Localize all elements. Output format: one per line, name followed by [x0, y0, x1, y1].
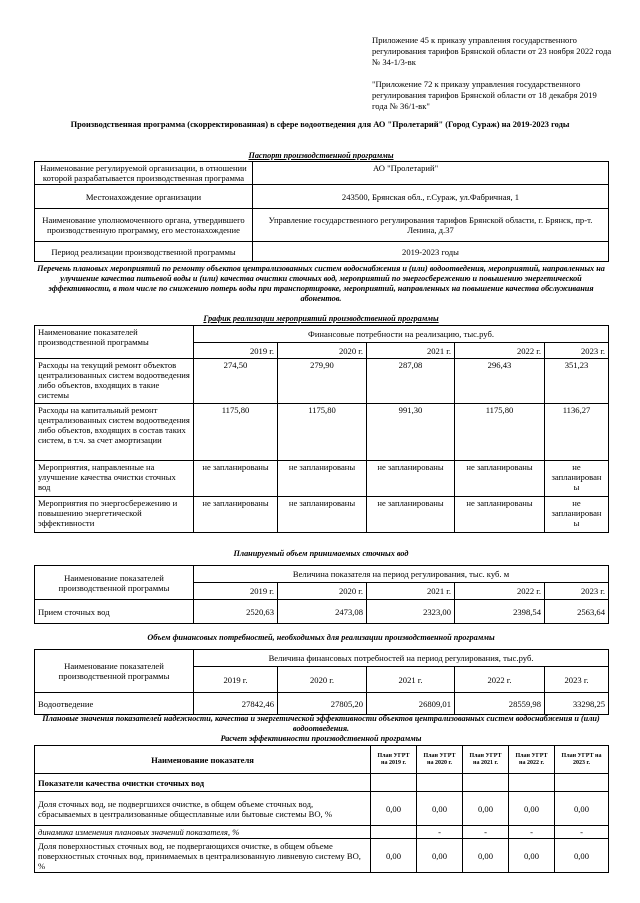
cell-value: 1136,27	[545, 404, 609, 461]
table-header-row	[35, 650, 609, 667]
passport-label: Наименование уполномоченного органа, утвердившего производственную программу, его местонахождение	[35, 209, 253, 242]
cell-value: 287,08	[367, 359, 455, 404]
year-header: 2019 г.	[194, 667, 278, 693]
row-label: динамика изменения плановых значений показателя, %	[35, 826, 371, 839]
plan-header: План УГРТ на 2022 г.	[509, 746, 555, 774]
passport-value: Управление государственного регулирования тарифов Брянской области, г. Брянск, пр-т. Ленина, д.37	[253, 209, 609, 242]
cell-value: не запланирован ы	[545, 461, 609, 497]
year-header: 2021 г.	[367, 583, 455, 600]
cell-value: -	[509, 826, 555, 839]
table-row	[35, 404, 609, 461]
cell-value: 0,00	[555, 839, 609, 873]
column-header-name: Наименование показателей производственной программы	[35, 650, 194, 693]
row-label: Доля поверхностных сточных вод, не подвергающихся очистке, в общем объеме поверхностных сточных вод, принимаемых в централизованную ливневую систему ВО, %	[35, 839, 371, 873]
cell-value: 0,00	[509, 792, 555, 826]
cell-value: 2473,08	[278, 600, 367, 624]
row-label: Водоотведение	[35, 693, 194, 715]
cell-value: 351,23	[545, 359, 609, 404]
cell-value: 1175,80	[278, 404, 367, 461]
cell-value: не запланированы	[455, 497, 545, 533]
table-row	[35, 693, 609, 715]
row-label: Мероприятия по энергосбережению и повышению энергетической эффективности	[35, 497, 194, 533]
column-header-group: Величина финансовых потребностей на период регулирования, тыс.руб.	[194, 650, 609, 667]
year-header: 2021 г.	[367, 667, 455, 693]
cell-value: 0,00	[371, 792, 417, 826]
cell-value: -	[417, 826, 463, 839]
column-header-name: Наименование показателя	[35, 746, 371, 774]
year-header: 2022 г.	[455, 667, 545, 693]
finance-heading: Объем финансовых потребностей, необходимых для реализации производственной программы	[147, 633, 495, 642]
column-header-name: Наименование показателей производственной программы	[35, 326, 194, 359]
table-header-row	[35, 746, 609, 774]
table-row	[35, 185, 609, 209]
table-row	[35, 497, 609, 533]
year-header: 2022 г.	[455, 343, 545, 359]
table-row	[35, 792, 609, 826]
row-label: Расходы на капитальный ремонт централизованных систем водоотведения либо объектов, входящих в состав таких систем, в т.ч. за счет амортизации	[35, 404, 194, 461]
cell-value: 2398,54	[455, 600, 545, 624]
cell-value: 0,00	[509, 839, 555, 873]
cell-value: не запланированы	[278, 497, 367, 533]
cell-value: 27842,46	[194, 693, 278, 715]
efficiency-subheading: Расчет эффективности производственной программы	[220, 734, 422, 743]
cell-value: 1175,80	[194, 404, 278, 461]
cell-value: 28559,98	[455, 693, 545, 715]
cell-value: 991,30	[367, 404, 455, 461]
cell-value: 33298,25	[545, 693, 609, 715]
cell-value: 2563,64	[545, 600, 609, 624]
table-header-row	[35, 566, 609, 583]
schedule-heading: График реализации мероприятий производственной программы	[203, 314, 439, 323]
cell-value: 0,00	[463, 839, 509, 873]
year-header: 2022 г.	[455, 583, 545, 600]
section-label: Показатели качества очистки сточных вод	[35, 774, 371, 792]
volume-heading: Планируемый объем принимаемых сточных вод	[233, 549, 409, 558]
cell-value: 0,00	[417, 839, 463, 873]
table-header-row	[35, 326, 609, 343]
document-title: Производственная программа (скорректированная) в сфере водоотведения для АО "Пролетарий" (Город Сураж) на 2019-2023 годы	[70, 120, 570, 129]
cell-value: не запланированы	[194, 461, 278, 497]
table-row	[35, 461, 609, 497]
year-header: 2019 г.	[194, 583, 278, 600]
passport-label: Наименование регулируемой организации, в отношении которой разрабатывается производственная программа	[35, 162, 253, 185]
cell-value: 0,00	[417, 792, 463, 826]
year-header: 2023 г.	[545, 583, 609, 600]
column-header-group: Величина показателя на период регулирования, тыс. куб. м	[194, 566, 609, 583]
plan-header: План УГРТ на 2020 г.	[417, 746, 463, 774]
section-row	[35, 774, 609, 792]
cell-value: не запланированы	[455, 461, 545, 497]
cell-value: не запланированы	[278, 461, 367, 497]
annex-note-original: "Приложение 72 к приказу управления государственного регулирования тарифов Брянской области от 18 декабря 2019 года № 36/1-вк"	[372, 79, 597, 111]
cell-value: 0,00	[555, 792, 609, 826]
cell-value: 2520,63	[194, 600, 278, 624]
efficiency-heading: Плановые значения показателей надежности, качества и энергетической эффективности объектов централизованных систем водоснабжения и (или) водоотведения.	[42, 714, 600, 733]
table-row	[35, 359, 609, 404]
table-row	[35, 826, 609, 839]
table-row	[35, 209, 609, 242]
passport-value: АО "Пролетарий"	[253, 162, 609, 185]
year-header: 2020 г.	[278, 583, 367, 600]
row-label: Мероприятия, направленные на улучшение качества очистки сточных вод	[35, 461, 194, 497]
cell-value: 0,00	[463, 792, 509, 826]
table-row	[35, 162, 609, 185]
table-row	[35, 600, 609, 624]
cell-value: 27805,20	[278, 693, 367, 715]
cell-value: 274,50	[194, 359, 278, 404]
passport-heading: Паспорт производственной программы	[248, 151, 394, 160]
row-label: Расходы на текущий ремонт объектов централизованных систем водоотведения либо объектов, входящих в такие системы	[35, 359, 194, 404]
finance-table	[34, 649, 609, 715]
cell-value: не запланированы	[367, 497, 455, 533]
plan-header: План УГРТ на 2023 г.	[555, 746, 609, 774]
plan-header: План УГРТ на 2019 г.	[371, 746, 417, 774]
cell-value: не запланированы	[194, 497, 278, 533]
cell-value: -	[555, 826, 609, 839]
table-row	[35, 839, 609, 873]
column-header-group: Финансовые потребности на реализацию, тыс.руб.	[194, 326, 609, 343]
year-header: 2019 г.	[194, 343, 278, 359]
efficiency-table	[34, 745, 609, 873]
year-header: 2020 г.	[278, 667, 367, 693]
cell-value: 0,00	[371, 839, 417, 873]
cell-value: 26809,01	[367, 693, 455, 715]
schedule-table	[34, 325, 609, 533]
passport-value: 243500, Брянская обл., г.Сураж, ул.Фабричная, 1	[253, 185, 609, 209]
year-header: 2023 г.	[545, 343, 609, 359]
column-header-name: Наименование показателей производственной программы	[35, 566, 194, 600]
volume-table	[34, 565, 609, 624]
passport-value: 2019-2023 годы	[253, 242, 609, 262]
cell-value: 2323,00	[367, 600, 455, 624]
passport-table	[34, 161, 609, 262]
table-row	[35, 242, 609, 262]
year-header: 2023 г.	[545, 667, 609, 693]
year-header: 2020 г.	[278, 343, 367, 359]
cell-value: -	[463, 826, 509, 839]
passport-label: Период реализации производственной программы	[35, 242, 253, 262]
cell-value: не запланирован ы	[545, 497, 609, 533]
plan-header: План УГРТ на 2021 г.	[463, 746, 509, 774]
cell-value: 279,90	[278, 359, 367, 404]
cell-value: 1175,80	[455, 404, 545, 461]
measures-caption: Перечень плановых мероприятий по ремонту объектов централизованных систем водоснабжения и (или) водоотведения, мероприятий, направленных на улучшение качества питьевой воды и (или) качества очистки сточных вод, мероприятий по энергосбережению и повышению энергетической эффективности, в том числе по снижению потерь воды при транспортировке, мероприятий, направленных на повышение качества обслуживания абонентов.	[37, 264, 605, 303]
row-label: Доля сточных вод, не подвергшихся очистке, в общем объеме сточных вод, сбрасываемых в централизованные общесплавные или бытовые системы ВО, %	[35, 792, 371, 826]
cell-value: не запланированы	[367, 461, 455, 497]
passport-label: Местонахождение организации	[35, 185, 253, 209]
year-header: 2021 г.	[367, 343, 455, 359]
row-label: Прием сточных вод	[35, 600, 194, 624]
cell-value: 296,43	[455, 359, 545, 404]
annex-note-current: Приложение 45 к приказу управления государственного регулирования тарифов Брянской области от 23 ноября 2022 года № 34-1/3-вк	[372, 35, 612, 67]
cell-value	[371, 826, 417, 839]
